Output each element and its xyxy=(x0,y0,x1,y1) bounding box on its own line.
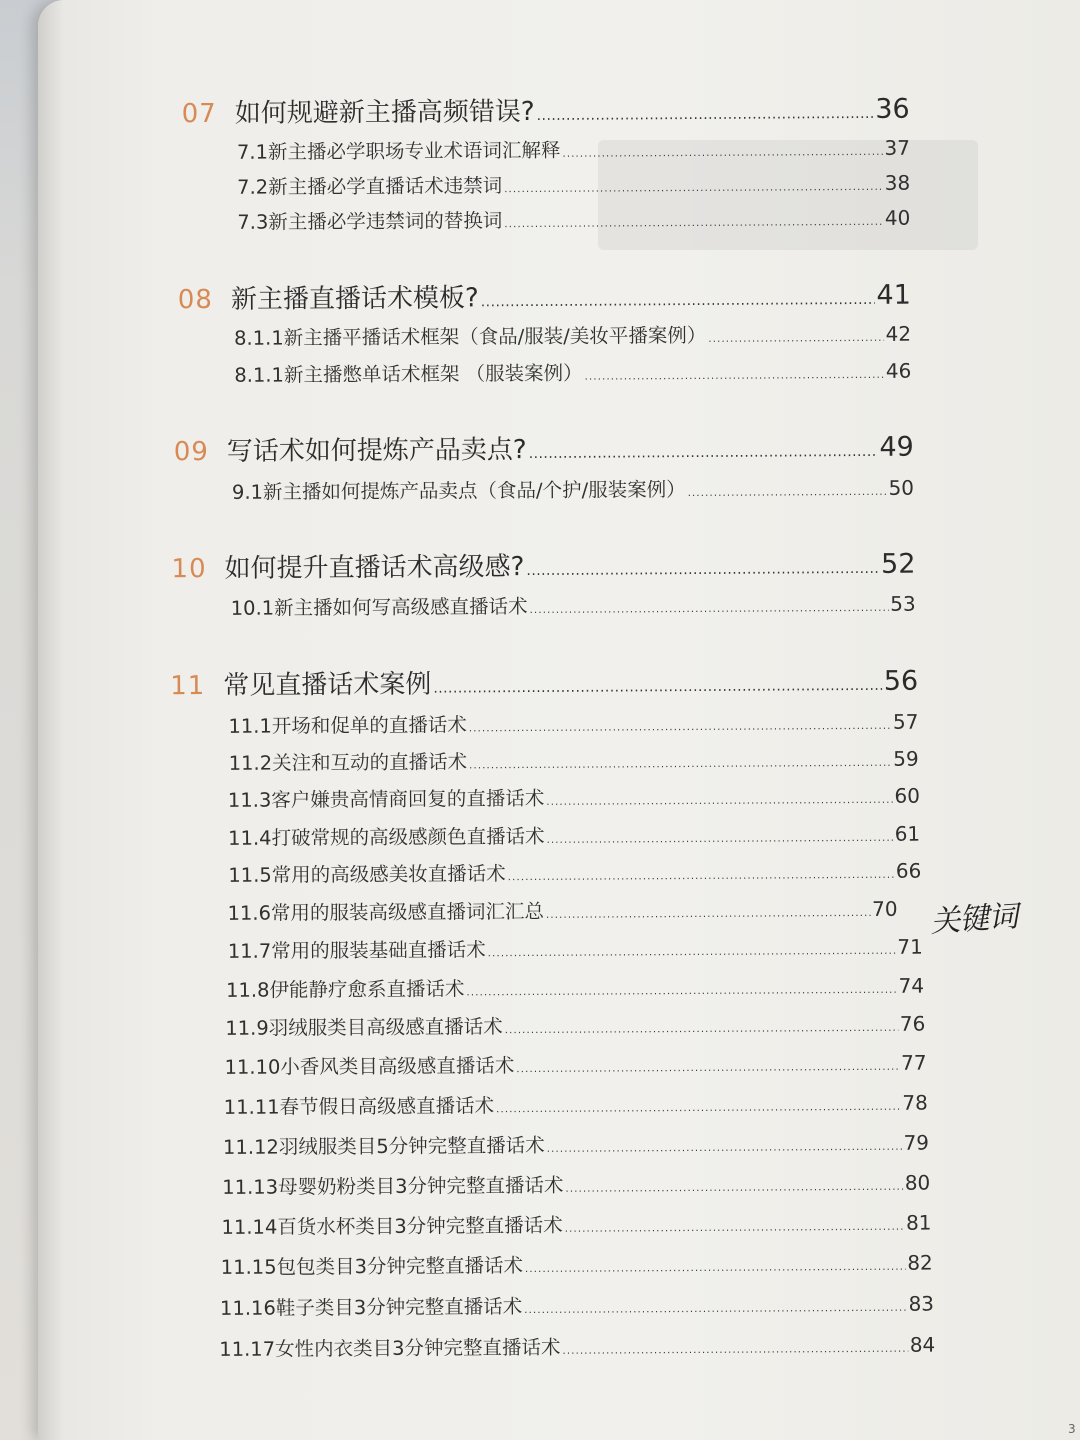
entry-page-number: 40 xyxy=(884,205,911,230)
toc-entry xyxy=(225,1009,925,1041)
entry-page-number: 61 xyxy=(894,821,921,846)
chapter-page-number: 56 xyxy=(883,665,919,697)
entry-title: 11.11春节假日高级感直播话术 xyxy=(223,1094,495,1119)
entry-page-number: 38 xyxy=(884,170,911,195)
toc-entry xyxy=(228,819,920,851)
dot-leader xyxy=(504,207,883,232)
toc-entry xyxy=(234,319,911,351)
entry-title: 11.17女性内衣类目3分钟完整直播话术 xyxy=(219,1335,561,1361)
chapter-title: 新主播直播话术模板? xyxy=(230,283,479,315)
dot-leader xyxy=(546,898,870,923)
entry-title: 8.1.1新主播平播话术框架（食品/服装/美妆平播案例） xyxy=(234,323,707,350)
entry-page-number: 74 xyxy=(898,973,925,998)
toc-chapter-07 xyxy=(182,89,910,130)
toc-entry xyxy=(221,1208,931,1240)
toc-chapter-10 xyxy=(171,544,915,586)
toc-entry xyxy=(219,1330,935,1362)
dot-leader xyxy=(504,172,883,197)
dot-leader xyxy=(466,975,896,1001)
entry-page-number: 71 xyxy=(897,934,923,959)
chapter-title: 如何提升直播话术高级感? xyxy=(224,552,525,584)
entry-page-number: 60 xyxy=(894,783,920,808)
entry-page-number: 82 xyxy=(907,1250,933,1275)
entry-page-number: 80 xyxy=(904,1170,931,1195)
entry-page-number: 76 xyxy=(899,1011,926,1036)
chapter-page-number: 41 xyxy=(876,279,911,311)
chapter-page-number: 49 xyxy=(879,431,914,463)
entry-title: 11.15包包类目3分钟完整直播话术 xyxy=(220,1254,524,1279)
dot-leader xyxy=(529,433,878,465)
folio-page-number: 3 xyxy=(1068,1422,1076,1436)
dot-leader xyxy=(469,748,891,774)
dot-leader xyxy=(547,1132,902,1157)
toc-entry xyxy=(228,707,918,739)
entry-page-number: 57 xyxy=(892,709,919,734)
entry-title: 11.5常用的高级感美妆直播话术 xyxy=(228,862,506,887)
handwritten-note: 关键词 xyxy=(929,898,1019,940)
dot-leader xyxy=(708,323,883,347)
toc-entry xyxy=(223,1128,929,1160)
chapter-number: 08 xyxy=(177,284,214,316)
toc-entry xyxy=(226,971,924,1003)
dot-leader xyxy=(525,1252,905,1277)
entry-title: 11.12羽绒服类目5分钟完整直播话术 xyxy=(222,1133,545,1159)
toc-entry xyxy=(221,1248,933,1280)
entry-page-number: 70 xyxy=(872,896,898,921)
entry-title: 11.13母婴奶粉类目3分钟完整直播话术 xyxy=(222,1173,564,1199)
chapter-number: 11 xyxy=(170,670,206,702)
dot-leader xyxy=(481,281,875,313)
dot-leader xyxy=(516,1052,899,1077)
toc-entry xyxy=(224,1048,926,1080)
entry-title: 7.1新主播必学职场专业术语词汇解释 xyxy=(236,138,561,164)
toc-entry xyxy=(237,133,910,165)
toc-entry xyxy=(231,589,916,621)
entry-title: 11.6常用的服装高级感直播词汇汇总 xyxy=(227,899,545,925)
dot-leader xyxy=(585,360,884,385)
entry-page-number: 78 xyxy=(902,1090,928,1115)
toc-entry xyxy=(228,781,920,813)
chapter-number: 09 xyxy=(173,436,209,468)
dot-leader xyxy=(546,823,892,848)
dot-leader xyxy=(508,860,894,885)
dot-leader xyxy=(469,711,891,737)
dot-leader xyxy=(688,477,887,501)
entry-title: 11.14百货水杯类目3分钟完整直播话术 xyxy=(221,1213,563,1239)
book-page xyxy=(38,0,1080,1440)
toc-entry xyxy=(237,203,910,235)
entry-title: 11.1开场和促单的直播话术 xyxy=(228,713,467,738)
entry-page-number: 50 xyxy=(888,475,915,500)
dot-leader xyxy=(562,137,882,162)
dot-leader xyxy=(530,593,889,618)
entry-page-number: 53 xyxy=(890,591,916,616)
dot-leader xyxy=(565,1172,902,1197)
entry-page-number: 83 xyxy=(908,1291,935,1316)
toc-entry xyxy=(220,1289,934,1321)
dot-leader xyxy=(537,95,874,127)
entry-title: 11.16鞋子类目3分钟完整直播话术 xyxy=(219,1295,523,1320)
toc-entry xyxy=(232,473,914,505)
toc-entry xyxy=(227,894,897,926)
entry-page-number: 46 xyxy=(885,358,912,383)
dot-leader xyxy=(524,1293,906,1318)
entry-title: 7.2新主播必学直播话术违禁词 xyxy=(237,174,503,199)
toc-chapter-09 xyxy=(174,427,914,469)
toc-entry xyxy=(234,356,911,388)
entry-title: 11.3客户嫌贵高情商回复的直播话术 xyxy=(227,786,545,812)
toc-entry xyxy=(229,744,919,776)
entry-title: 11.7常用的服装基础直播话术 xyxy=(227,938,486,963)
dot-leader xyxy=(505,1013,898,1038)
toc-chapter-08 xyxy=(178,275,911,316)
chapter-title: 常见直播话术案例 xyxy=(223,669,432,701)
toc-entry xyxy=(228,856,921,888)
dot-leader xyxy=(433,667,882,700)
toc-entry xyxy=(222,1168,930,1200)
entry-title: 8.1.1新主播憋单话术框架 （服装案例） xyxy=(234,361,583,387)
chapter-page-number: 36 xyxy=(875,93,910,125)
entry-title: 11.9羽绒服类目高级感直播话术 xyxy=(225,1015,503,1040)
entry-title: 10.1新主播如何写高级感直播话术 xyxy=(230,595,528,620)
entry-title: 7.3新主播必学违禁词的替换词 xyxy=(237,209,503,234)
entry-page-number: 59 xyxy=(893,746,919,771)
entry-title: 11.10小香风类目高级感直播话术 xyxy=(224,1054,515,1079)
dot-leader xyxy=(488,936,896,961)
entry-page-number: 81 xyxy=(905,1210,932,1235)
entry-page-number: 84 xyxy=(909,1332,936,1357)
entry-page-number: 66 xyxy=(895,858,922,883)
dot-leader xyxy=(562,1334,907,1359)
entry-page-number: 42 xyxy=(885,321,912,346)
entry-title: 11.4打破常规的高级感颜色直播话术 xyxy=(228,824,545,850)
chapter-title: 如何规避新主播高频错误? xyxy=(234,96,535,129)
toc-chapter-11 xyxy=(170,661,918,703)
chapter-title: 写话术如何提炼产品卖点? xyxy=(226,435,527,467)
entry-page-number: 77 xyxy=(900,1050,927,1075)
toc-entry xyxy=(228,932,923,964)
dot-leader xyxy=(546,785,892,810)
chapter-number: 10 xyxy=(171,553,207,585)
entry-title: 11.8伊能静疗愈系直播话术 xyxy=(225,977,465,1002)
dot-leader xyxy=(496,1092,900,1117)
dot-leader xyxy=(526,550,879,582)
entry-title: 11.2关注和互动的直播话术 xyxy=(228,750,468,775)
entry-page-number: 37 xyxy=(884,135,910,160)
toc-entry xyxy=(237,168,910,200)
dot-leader xyxy=(565,1212,904,1237)
table-of-contents xyxy=(38,0,1080,1440)
entry-title: 9.1新主播如何提炼产品卖点（食品/个护/服装案例） xyxy=(231,478,686,504)
chapter-page-number: 52 xyxy=(881,548,916,580)
chapter-number: 07 xyxy=(181,98,217,130)
entry-page-number: 79 xyxy=(903,1130,930,1155)
toc-entry xyxy=(224,1088,928,1120)
